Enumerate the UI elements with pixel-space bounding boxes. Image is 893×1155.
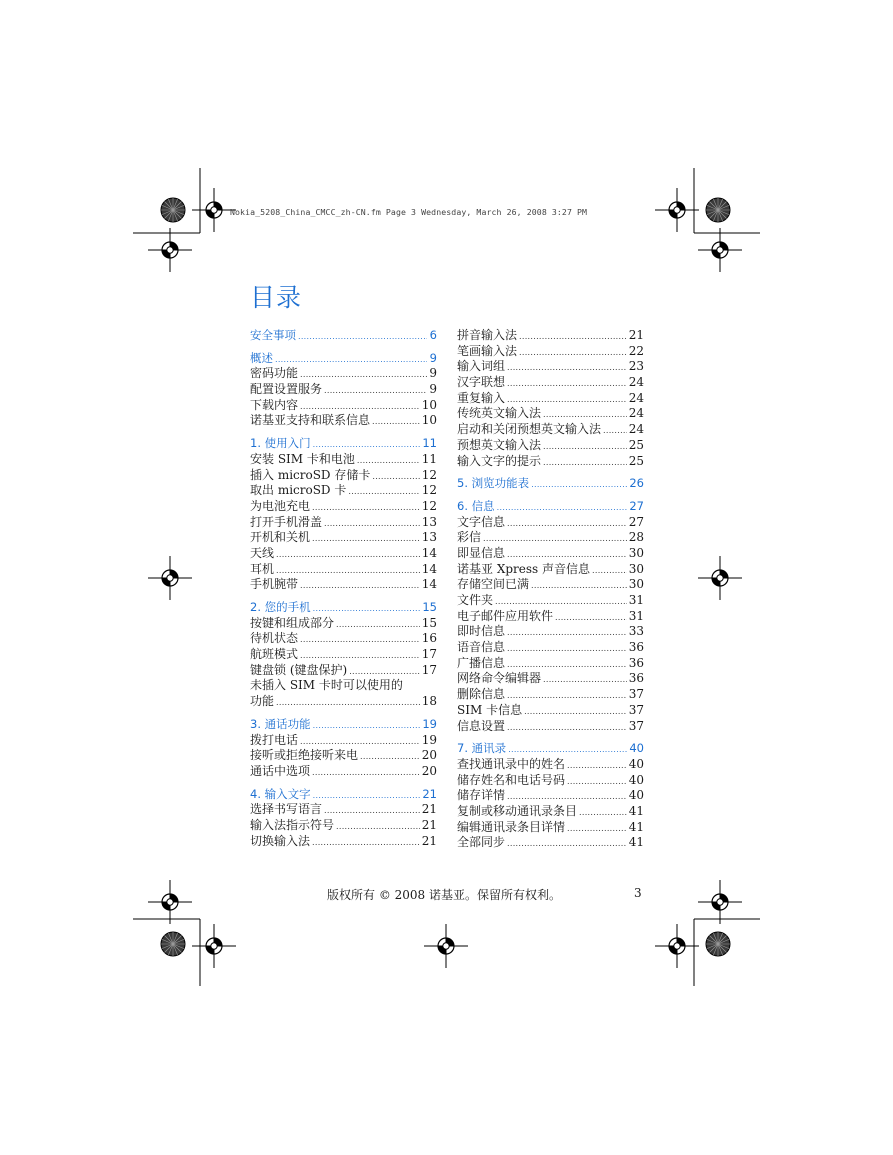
toc-heading[interactable]: 5. 浏览功能表 ..... 26 [457,476,644,492]
toc-entry[interactable]: 配置设置服务 ..... 9 [250,382,437,398]
toc-heading[interactable]: 3. 通话功能 ..... 19 [250,717,437,733]
toc-entry[interactable]: 复制或移动通讯录条目 ..... 41 [457,804,644,820]
toc-heading[interactable]: 1. 使用入门 ..... 11 [250,436,437,452]
toc-entry[interactable]: 通话中选项 ..... 20 [250,764,437,780]
toc-entry[interactable]: 天线 ..... 14 [250,546,437,562]
toc-entry[interactable]: 取出 microSD 卡 ..... 12 [250,483,437,499]
toc-section [250,600,437,710]
toc-right-column [457,328,644,858]
toc-entry[interactable]: 启动和关闭预想英文输入法 ..... 24 [457,422,644,438]
footer-copyright: 版权所有 © 2008 诺基亚。保留所有权利。 [327,888,561,902]
toc-entry[interactable]: 传统英文输入法 ..... 24 [457,406,644,422]
toc-entry[interactable]: 下载内容 ..... 10 [250,398,437,414]
toc-entry[interactable]: 笔画输入法 ..... 22 [457,344,644,360]
toc-entry[interactable]: 网络命令编辑器 ..... 36 [457,671,644,687]
toc-heading[interactable]: 7. 通讯录 ..... 40 [457,741,644,757]
toc-entry[interactable]: 广播信息 ..... 36 [457,656,644,672]
toc-entry[interactable]: 密码功能 ..... 9 [250,366,437,382]
toc-entry[interactable]: 查找通讯录中的姓名 ..... 40 [457,757,644,773]
toc-entry[interactable]: 即显信息 ..... 30 [457,546,644,562]
page-number: 3 [634,886,642,900]
toc-entry[interactable]: 手机腕带 ..... 14 [250,577,437,593]
toc-entry[interactable]: 选择书写语言 ..... 21 [250,802,437,818]
toc-entry[interactable]: 切换输入法 ..... 21 [250,834,437,850]
toc-entry[interactable]: 航班模式 ..... 17 [250,647,437,663]
toc-section [250,351,437,429]
toc-entry[interactable]: 插入 microSD 存储卡 ..... 12 [250,468,437,484]
toc-entry[interactable]: SIM 卡信息 ..... 37 [457,703,644,719]
page-title: 目录 [250,283,303,312]
toc-section [250,436,437,593]
toc-entry[interactable]: 输入词组 ..... 23 [457,359,644,375]
toc-section [457,328,644,469]
toc-entry[interactable]: 语音信息 ..... 36 [457,640,644,656]
toc-heading[interactable]: 概述 ..... 9 [250,351,437,367]
toc-entry[interactable]: 诺基亚 Xpress 声音信息 ..... 30 [457,562,644,578]
toc-entry[interactable]: 打开手机滑盖 ..... 13 [250,515,437,531]
toc-entry[interactable]: 功能 ..... 18 [250,694,437,710]
toc-entry[interactable]: 输入法指示符号 ..... 21 [250,818,437,834]
toc-entry[interactable]: 诺基亚支持和联系信息 ..... 10 [250,413,437,429]
toc-heading[interactable]: 安全事项 ..... 6 [250,328,437,344]
toc-entry[interactable]: 拨打电话 ..... 19 [250,733,437,749]
toc-section [457,499,644,734]
toc-entry[interactable]: 汉字联想 ..... 24 [457,375,644,391]
toc-entry[interactable]: 储存姓名和电话号码 ..... 40 [457,773,644,789]
toc-entry[interactable]: 即时信息 ..... 33 [457,624,644,640]
toc-heading[interactable]: 6. 信息 ..... 27 [457,499,644,515]
toc-section [250,328,437,344]
toc-entry-prefix[interactable]: 未插入 SIM 卡时可以使用的 [250,678,403,693]
toc-entry[interactable]: 接听或拒绝接听来电 ..... 20 [250,748,437,764]
toc-entry[interactable]: 删除信息 ..... 37 [457,687,644,703]
toc-entry[interactable]: 编辑通讯录条目详情 ..... 41 [457,820,644,836]
toc-entry[interactable]: 拼音输入法 ..... 21 [457,328,644,344]
toc-entry[interactable]: 耳机 ..... 14 [250,562,437,578]
toc-entry[interactable]: 电子邮件应用软件 ..... 31 [457,609,644,625]
toc-entry[interactable]: 彩信 ..... 28 [457,530,644,546]
toc-entry[interactable]: 待机状态 ..... 16 [250,631,437,647]
toc-entry[interactable]: 全部同步 ..... 41 [457,835,644,851]
toc-section [457,476,644,492]
toc-entry[interactable]: 信息设置 ..... 37 [457,719,644,735]
toc-heading[interactable]: 2. 您的手机 ..... 15 [250,600,437,616]
toc-entry[interactable]: 按键和组成部分 ..... 15 [250,616,437,632]
toc-section [457,741,644,851]
toc-entry[interactable]: 安装 SIM 卡和电池 ..... 11 [250,452,437,468]
toc-entry[interactable]: 为电池充电 ..... 12 [250,499,437,515]
toc-left-column [250,328,437,856]
toc-entry[interactable]: 重复输入 ..... 24 [457,391,644,407]
toc-entry[interactable]: 文件夹 ..... 31 [457,593,644,609]
toc-heading[interactable]: 4. 输入文字 ..... 21 [250,787,437,803]
toc-entry[interactable]: 预想英文输入法 ..... 25 [457,438,644,454]
print-slug: Nokia_5208_China_CMCC_zh-CN.fm Page 3 Wednesday, March 26, 2008 3:27 PM [230,207,588,217]
toc-entry[interactable]: 开机和关机 ..... 13 [250,530,437,546]
toc-entry[interactable]: 存储空间已满 ..... 30 [457,577,644,593]
toc-entry[interactable]: 储存详情 ..... 40 [457,788,644,804]
toc-section [250,787,437,850]
toc-entry[interactable]: 文字信息 ..... 27 [457,515,644,531]
toc-entry[interactable]: 键盘锁 (键盘保护) ..... 17 [250,663,437,679]
toc-section [250,717,437,780]
toc-entry[interactable]: 输入文字的提示 ..... 25 [457,454,644,470]
